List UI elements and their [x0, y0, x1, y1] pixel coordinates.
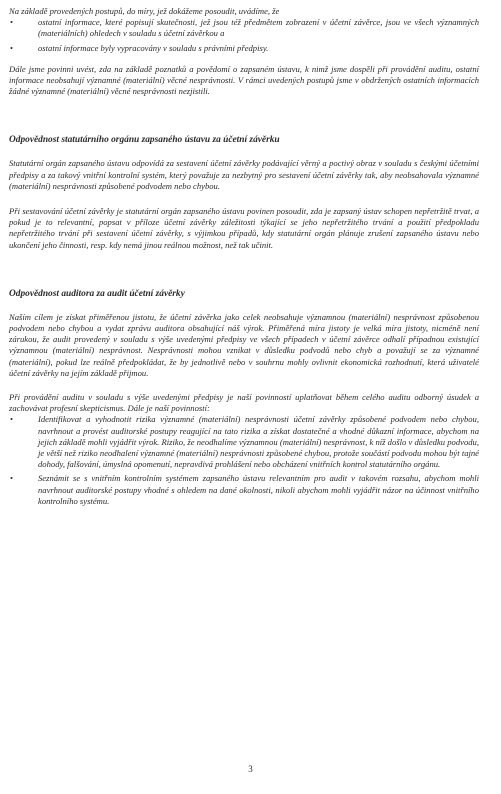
list-item: • ostatní informace, které popisují skutečnosti, jež jsou též předmětem zobrazení v účetní závěrce, jsou ve všech významných (materiálních) ohledech v souladu s účetní závěrkou a — [10, 17, 479, 39]
page-number: 3 — [248, 764, 253, 774]
bullet-icon: • — [10, 414, 14, 425]
list-item: • Seznámit se s vnitřním kontrolním systémem zapsaného ústavu relevantním pro audit v takovém rozsahu, abychom mohli navrhnout auditorské postupy vhodné s ohledem na dané okolnosti, nikoli abychom mohli vyjádřit názor na účinnost vnitřního kontrolního systému. — [10, 473, 479, 506]
statutory-heading: Odpovědnost statutárního orgánu zapsaného ústavu za účetní závěrku — [9, 135, 280, 146]
auditor-paragraph: Při provádění auditu v souladu s výše uvedenými předpisy je naší povinností uplatňovat během celého auditu odborný úsudek a zachovávat profesní skepticismus. Dále je naší povinností: — [9, 392, 479, 414]
auditor-heading: Odpovědnost auditora za audit účetní závěrky — [9, 288, 185, 299]
auditor-bullet-list — [9, 414, 479, 507]
auditor-paragraph: Naším cílem je získat přiměřenou jistotu, že účetní závěrka jako celek neobsahuje významnou (materiální) nesprávnost způsobenou podvodem nebo chybou a vydat zprávu auditora obsahující náš výrok. Přiměřená míra jistoty je velká míra jistoty, nicméně není zárukou, že audit provedený v souladu s výše uvedenými předpisy ve všech případech v účetní závěrce odhalí případnou existující významnou (materiální) nesprávnost. Nesprávnosti mohou vznikat v důsledku podvodů nebo chyb a považují se za významné (materiální), pokud lze reálně předpokládat, že by jednotlivě nebo v souhrnu mohly ovlivnit ekonomická rozhodnutí, která uživatelé účetní závěrky na jejím základě přijmou. — [9, 311, 479, 378]
list-item: • Identifikovat a vyhodnotit rizika významné (materiální) nesprávnosti účetní závěrky způsobené podvodem nebo chybou, navrhnout a provést auditorské postupy reagující na tato rizika a získat dostatečné a vhodné důkazní informace, abychom na jejich základě mohli vyjádřit výrok. Riziko, že neodhalíme významnou (materiální) nesprávnost, k níž došlo v důsledku podvodu, je větší než riziko neodhalení významné (materiální) nesprávnosti způsobené chybou, protože součástí podvodu mohou být tajné dohody, falšování, úmyslná opomenutí, nepravdivá prohlášení nebo obcházení vnitřních kontrol statutárního orgánu. — [10, 414, 479, 470]
statutory-paragraph: Při sestavování účetní závěrky je statutární orgán zapsaného ústavu povinen posoudit, zda je zapsaný ústav schopen nepřetržitě trvat, a pokud je to relevantní, popsat v příloze účetní závěrky záležitosti týkající se jeho nepřetržitého trvání a použití předpokladu nepřetržitého trvání při sestavení účetní závěrky, s výjimkou případů, kdy statutární orgán plánuje zrušení zapsaného ústavu nebo ukončení jeho činnosti, resp. kdy nemá jinou reálnou možnost, než tak učinit. — [9, 206, 479, 250]
bullet-icon: • — [10, 473, 14, 484]
statutory-paragraph: Statutární orgán zapsaného ústavu odpovídá za sestavení účetní závěrky podávající věrný a poctivý obraz v souladu s českými účetními předpisy a za takový vnitřní kontrolní systém, který považuje za nezbytný pro sestavení účetní závěrky tak, aby neobsahovala významné (materiální) nesprávnosti způsobené podvodem nebo chybou. — [9, 158, 479, 191]
intro-bullet-list — [9, 17, 479, 54]
bullet-icon: • — [10, 17, 14, 28]
intro-closing-paragraph: Dále jsme povinni uvést, zda na základě poznatků a povědomí o zapsaném ústavu, k nimž jsme dospěli při provádění auditu, ostatní informace neobsahují významné (materiální) věcné nesprávnosti. V rámci uvedených postupů jsme v obdržených ostatních informacích žádné významné (materiální) věcné nesprávnosti nezjistili. — [9, 63, 479, 97]
intro-lead: Na základě provedených postupů, do míry, jež dokážeme posoudit, uvádíme, že — [9, 6, 280, 16]
bullet-icon: • — [10, 42, 14, 53]
list-item: • ostatní informace byly vypracovány v souladu s právními předpisy. — [10, 42, 269, 53]
